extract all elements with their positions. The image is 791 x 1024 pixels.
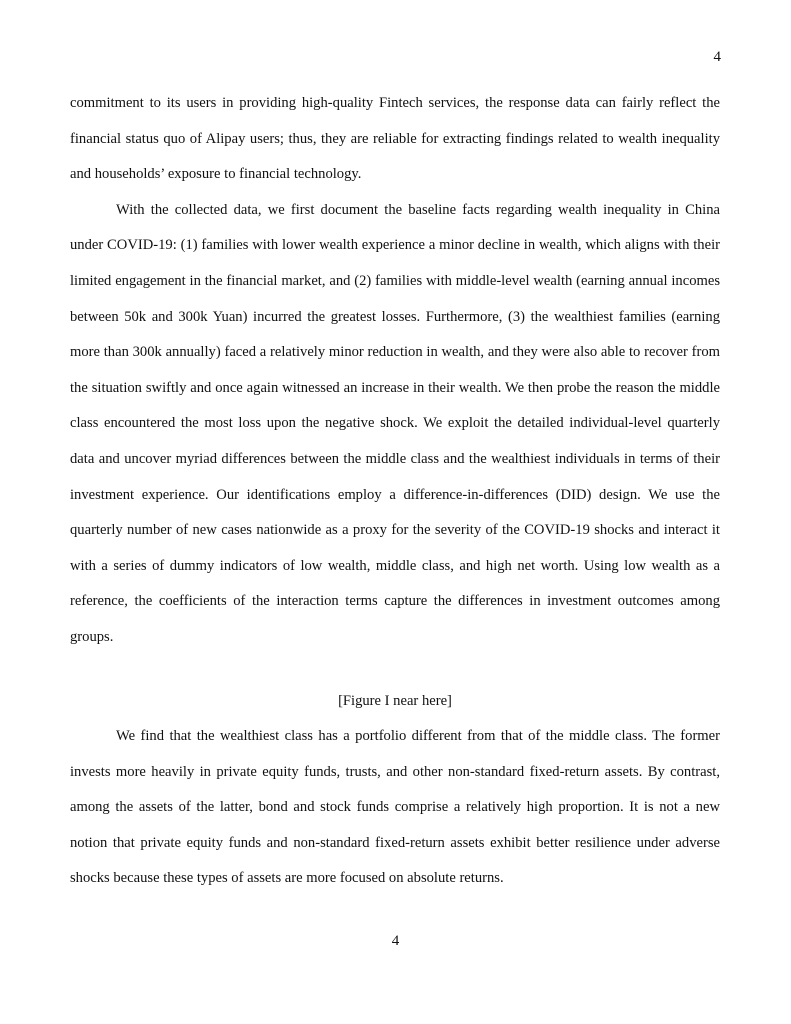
body-text <box>70 86 720 897</box>
paragraph-portfolio: We find that the wealthiest class has a portfolio different from that of the middle class. The former invests more heavily in private equity funds, trusts, and other non-standard fixed-return assets. By contrast, among the assets of the latter, bond and stock funds comprise a relatively high proportion. It is not a new notion that private equity funds and non-standard fixed-return assets exhibit better resilience under adverse shocks because these types of assets are more focused on absolute returns. <box>70 728 720 887</box>
paragraph-continuation: commitment to its users in providing high-quality Fintech services, the response data can fairly reflect the financial status quo of Alipay users; thus, they are reliable for extracting findings related to wealth inequality and households’ exposure to financial technology. <box>70 95 720 183</box>
page-number-bottom: 4 <box>391 933 400 949</box>
figure-placeholder: [Figure I near here] <box>338 692 452 709</box>
paragraph-baseline-facts: With the collected data, we first document the baseline facts regarding wealth inequality in China under COVID-19: (1) families with lower wealth experience a minor decline in wealth, which aligns with their limited engagement in the financial market, and (2) families with middle-level wealth (earning annual incomes between 50k and 300k Yuan) incurred the greatest losses. Furthermore, (3) the wealthiest families (earning more than 300k annually) faced a relatively minor reduction in wealth, and they were also able to recover from the situation swiftly and once again witnessed an increase in their wealth. We then probe the reason the middle class encountered the most loss upon the negative shock. We exploit the detailed individual-level quarterly data and uncover myriad differences between the middle class and the wealthiest individuals in terms of their investment experience. Our identifications employ a difference-in-differences (DID) design. We use the quarterly number of new cases nationwide as a proxy for the severity of the COVID-19 shocks and interact it with a series of dummy indicators of low wealth, middle class, and high net worth. Using low wealth as a reference, the coefficients of the interaction terms capture the differences in investment outcomes among groups. <box>70 201 720 645</box>
page-number-top: 4 <box>713 49 721 65</box>
